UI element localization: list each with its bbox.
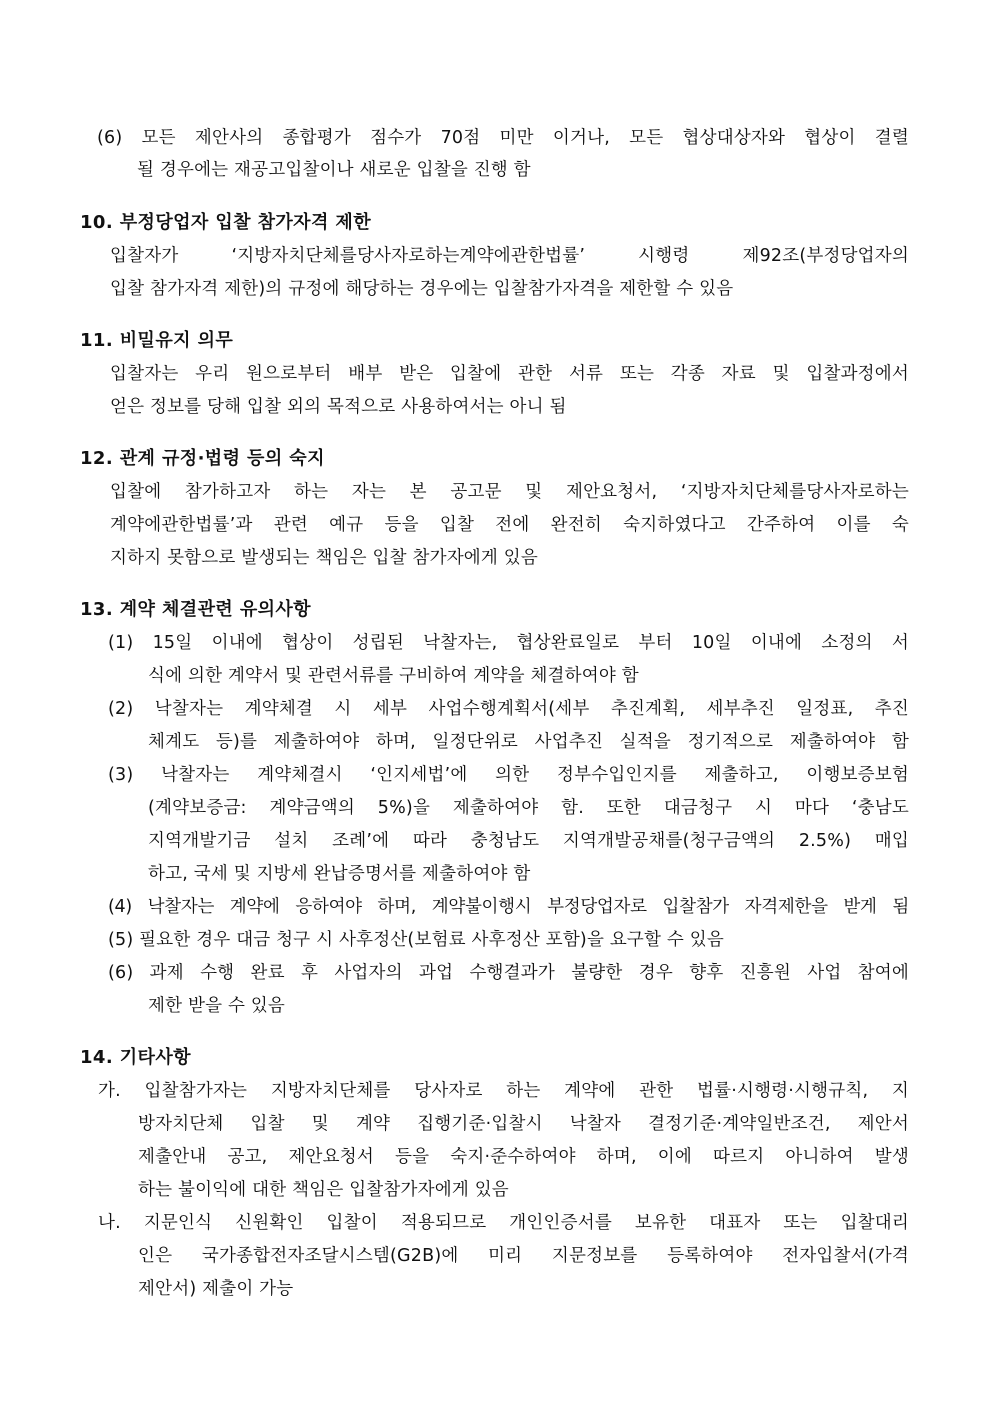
paragraph-line: 인은 국가종합전자조달시스템(G2B)에 미리 지문정보를 등록하여야 전자입찰서(가격	[138, 1246, 909, 1266]
paragraph-line: 제출안내 공고, 제안요청서 등을 숙지·준수하여야 하며, 이에 따르지 아니하여 발생	[138, 1147, 909, 1167]
section-heading: 13. 계약 체결관련 유의사항	[80, 599, 311, 620]
paragraph-line: 가. 입찰참가자는 지방자치단체를 당사자로 하는 계약에 관한 법률·시행령·시행규칙, 지	[98, 1081, 909, 1101]
paragraph-line: 지하지 못함으로 발생되는 책임은 입찰 참가자에게 있음	[110, 548, 538, 568]
paragraph-line: 입찰자가 ‘지방자치단체를당사자로하는계약에관한법률’ 시행령 제92조(부정당업자의	[110, 246, 909, 266]
paragraph-line: 방자치단체 입찰 및 계약 집행기준·입찰시 낙찰자 결정기준·계약일반조건, 제안서	[138, 1114, 909, 1134]
paragraph-line: (3) 낙찰자는 계약체결시 ‘인지세법’에 의한 정부수입인지를 제출하고, 이행보증보험	[108, 765, 909, 785]
paragraph-line: 계약에관한법률’과 관련 예규 등을 입찰 전에 완전히 숙지하였다고 간주하여 이를 숙	[110, 515, 909, 535]
paragraph-line: 제안서) 제출이 가능	[138, 1279, 294, 1299]
paragraph-line: 입찰에 참가하고자 하는 자는 본 공고문 및 제안요청서, ‘지방자치단체를당사자로하는	[110, 482, 909, 502]
paragraph-line: 하는 불이익에 대한 책임은 입찰참가자에게 있음	[138, 1180, 509, 1200]
section-heading: 14. 기타사항	[80, 1047, 191, 1068]
paragraph-line: 제한 받을 수 있음	[148, 996, 286, 1016]
paragraph-line: (6) 모든 제안사의 종합평가 점수가 70점 미만 이거나, 모든 협상대상자와 협상이 결렬	[97, 128, 909, 148]
paragraph-line: (5) 필요한 경우 대금 청구 시 사후정산(보험료 사후정산 포함)을 요구할 수 있음	[108, 930, 724, 950]
paragraph-line: 식에 의한 계약서 및 관련서류를 구비하여 계약을 체결하여야 함	[148, 666, 639, 686]
paragraph-line: 하고, 국세 및 지방세 완납증명서를 제출하여야 함	[148, 864, 531, 884]
section-heading: 10. 부정당업자 입찰 참가자격 제한	[80, 212, 371, 233]
paragraph-line: 입찰 참가자격 제한)의 규정에 해당하는 경우에는 입찰참가자격을 제한할 수 있음	[110, 279, 734, 299]
paragraph-line: (4) 낙찰자는 계약에 응하여야 하며, 계약불이행시 부정당업자로 입찰참가 자격제한을 받게 됨	[108, 897, 909, 917]
paragraph-line: 체계도 등)를 제출하여야 하며, 일정단위로 사업추진 실적을 정기적으로 제출하여야 함	[148, 732, 909, 752]
paragraph-line: 얻은 정보를 당해 입찰 외의 목적으로 사용하여서는 아니 됨	[110, 397, 567, 417]
paragraph-line: (2) 낙찰자는 계약체결 시 세부 사업수행계획서(세부 추진계획, 세부추진 일정표, 추진	[108, 699, 909, 719]
paragraph-line: (1) 15일 이내에 협상이 성립된 낙찰자는, 협상완료일로 부터 10일 이내에 소정의 서	[108, 633, 909, 653]
paragraph-line: 지역개발기금 설치 조례’에 따라 충청남도 지역개발공채를(청구금액의 2.5%) 매입	[148, 831, 909, 851]
section-heading: 11. 비밀유지 의무	[80, 330, 234, 351]
paragraph-line: 나. 지문인식 신원확인 입찰이 적용되므로 개인인증서를 보유한 대표자 또는 입찰대리	[98, 1213, 909, 1233]
paragraph-line: 입찰자는 우리 원으로부터 배부 받은 입찰에 관한 서류 또는 각종 자료 및 입찰과정에서	[110, 364, 909, 384]
paragraph-line: (계약보증금: 계약금액의 5%)을 제출하여야 함. 또한 대금청구 시 마다 ‘충남도	[148, 798, 909, 818]
paragraph-line: 될 경우에는 재공고입찰이나 새로운 입찰을 진행 함	[137, 160, 531, 180]
paragraph-line: (6) 과제 수행 완료 후 사업자의 과업 수행결과가 불량한 경우 향후 진흥원 사업 참여에	[108, 963, 909, 983]
section-heading: 12. 관계 규정·법령 등의 숙지	[80, 448, 325, 469]
